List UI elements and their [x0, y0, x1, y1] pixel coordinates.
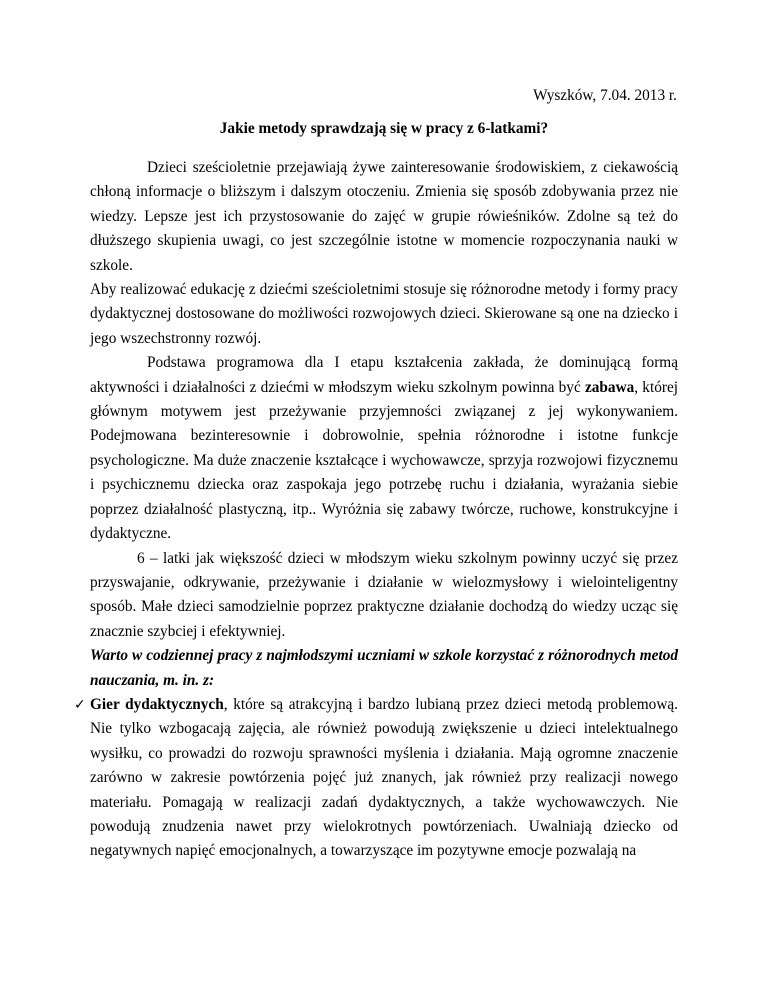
paragraph-curriculum-text-b: , której głównym motywem jest przeżywanie przyjemności związanej z jej wykonywaniem. Podejmowana bezinteresownie i dobrowolnie, spełnia różnorodne i istotne funkcje psychologiczne. Ma duże znaczenie kształcące i wychowawcze, sprzyja rozwojowi fizycznemu i psychicznemu dziecka oraz zaspokaja jego potrzebę ruchu i działania, wyrażania siebie poprzez działalność plastyczną, itp.. Wyróżnia się zabawy twórcze, ruchowe, konstrukcyjne i dydaktyczne.: [90, 378, 678, 543]
keyword-zabawa: zabawa: [584, 378, 635, 396]
list-item-body: , które są atrakcyjną i bardzo lubianą przez dzieci metodą problemową. Nie tylko wzbogacają zajęcia, ale również powodują zwiększenie u dzieci intelektualnego wysiłku, co prowadzi do rozwoju sprawności myślenia i działania. Mają ogromne znaczenie zarówno w zakresie powtórzenia pojęć już znanych, jak również przy realizacji nowego materiału. Pomagają w realizacji zadań dydaktycznych, a także wychowawczych. Nie powodują znudzenia nawet przy wielokrotnych powtórzeniach. Uwalniają dziecko od negatywnych napięć emocjonalnych, a towarzyszące im pozytywne emocje pozwalają na: [90, 695, 678, 860]
paragraph-methods-lead: Warto w codziennej pracy z najmłodszymi uczniami w szkole korzystać z różnorodnych metod nauczania, m. in. z:: [90, 647, 678, 689]
place-date: Wyszków, 7.04. 2013 r.: [533, 87, 677, 104]
list-item-didactic-games: [74, 693, 678, 864]
paragraph-curriculum: [90, 351, 678, 546]
document-title: Jakie metody sprawdzają się w pracy z 6-latkami?: [219, 120, 549, 137]
list-item-text: [90, 693, 678, 864]
list-item-heading: Gier dydaktycznych: [90, 695, 224, 713]
document-body: [74, 156, 678, 864]
paragraph-six-year-olds: 6 – latki jak większość dzieci w młodszym wieku szkolnym powinny uczyć się przez przyswajanie, odkrywanie, przeżywanie i działanie w wielozmysłowy i wielointeligentny sposób. Małe dzieci samodzielnie poprzez praktyczne działanie dochodzą do wiedzy ucząc się znacznie szybciej i efektywniej.: [90, 549, 678, 640]
paragraph-methods: Aby realizować edukację z dziećmi sześcioletnimi stosuje się różnorodne metody i formy pracy dydaktycznej dostosowane do możliwości rozwojowych dzieci. Skierowane są one na dziecko i jego wszechstronny rozwój.: [90, 281, 678, 347]
checkmark-icon: ✓: [74, 696, 86, 713]
paragraph-curriculum-text-a: Podstawa programowa dla I etapu kształcenia zakłada, że dominującą formą aktywności i działalności z dziećmi w młodszym wieku szkolnym powinna być: [90, 354, 678, 396]
paragraph-intro: Dzieci sześcioletnie przejawiają żywe zainteresowanie środowiskiem, z ciekawością chłoną informacje o bliższym i dalszym otoczeniu. Zmienia się sposób zdobywania przez nie wiedzy. Lepsze jest ich przystosowanie do zajęć w grupie rówieśników. Zdolne są też do dłuższego skupienia uwagi, co jest szczególnie istotne w momencie rozpoczynania nauki w szkole.: [90, 159, 678, 274]
